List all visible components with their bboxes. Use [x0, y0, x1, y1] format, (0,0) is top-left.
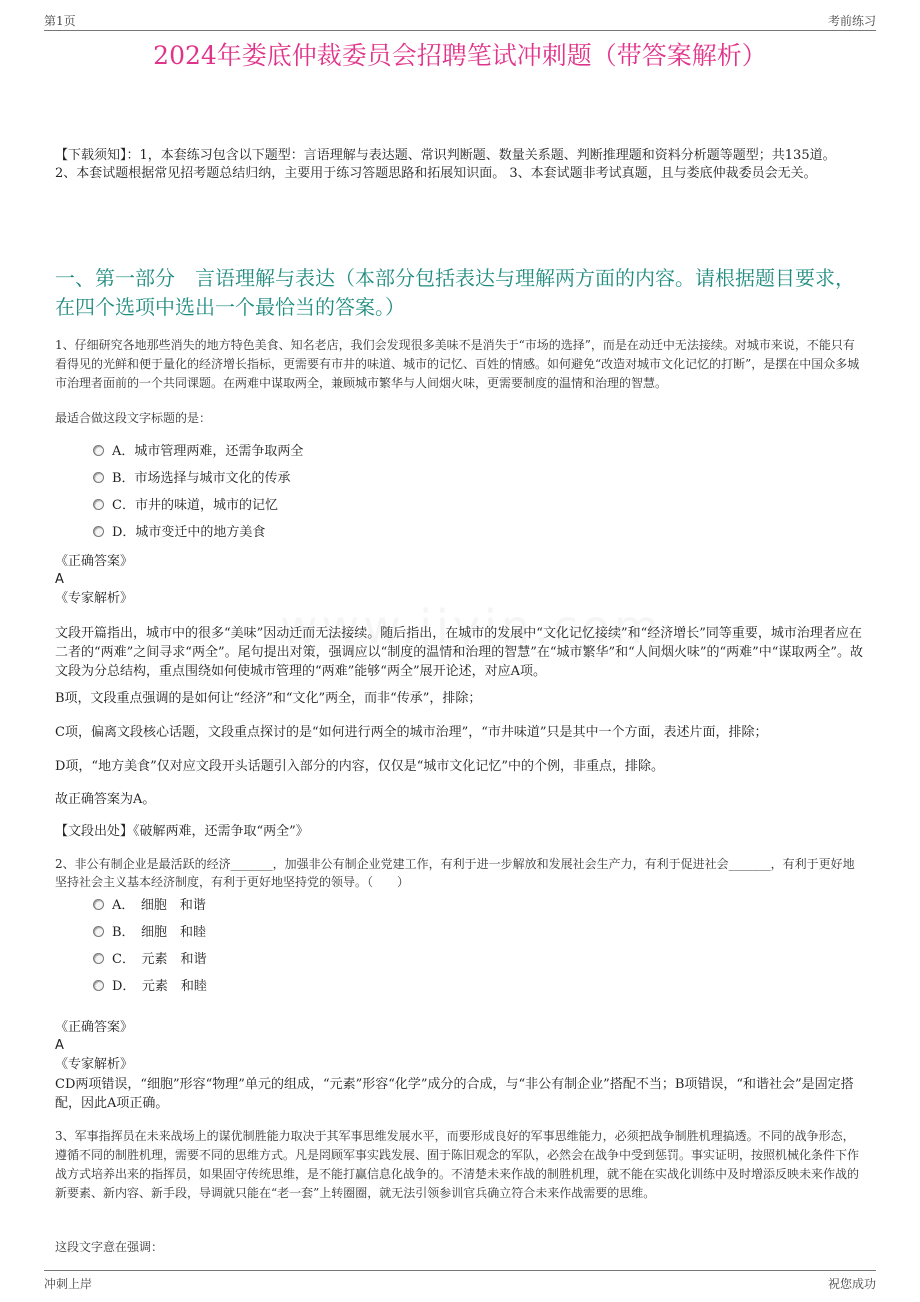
q1-explanation-d: D项，“地方美食”仅对应文段开头话题引入部分的内容，仅仅是“城市文化记忆”中的个例，非重点，排除。	[55, 759, 665, 774]
q2-option-c[interactable]: C． 元素 和谐	[93, 951, 206, 969]
header-label: 考前练习	[827, 14, 876, 28]
q2-correct-label: 《正确答案》	[55, 1020, 134, 1035]
radio-icon[interactable]	[93, 499, 104, 510]
q3-prompt: 这段文字意在强调：	[55, 1240, 164, 1254]
page-number: 第1页	[44, 14, 76, 28]
q1-correct-label: 《正确答案》	[55, 554, 134, 569]
q2-option-d[interactable]: D． 元素 和睦	[93, 978, 207, 996]
q1-option-d[interactable]: D．城市变迁中的地方美食	[93, 524, 265, 542]
radio-icon[interactable]	[93, 953, 104, 964]
document-title: 2024年娄底仲裁委员会招聘笔试冲刺题（带答案解析）	[153, 41, 767, 70]
q1-option-c[interactable]: C．市井的味道，城市的记忆	[93, 497, 278, 515]
q1-source: 【文段出处】《破解两难，还需争取“两全”》	[55, 824, 309, 839]
radio-icon[interactable]	[93, 445, 104, 456]
q1-option-a[interactable]: A．城市管理两难，还需争取两全	[93, 443, 303, 461]
page-footer	[44, 1270, 876, 1293]
radio-icon[interactable]	[93, 899, 104, 910]
radio-icon[interactable]	[93, 980, 104, 991]
q1-explanation-c: C项，偏离文段核心话题，文段重点探讨的是“如何进行两全的城市治理”，“市井味道”只是其中一个方面，表述片面，排除；	[55, 725, 768, 740]
q2-answer: A	[55, 1038, 64, 1053]
q2-stem: 2、非公有制企业是最活跃的经济_______，加强非公有制企业党建工作，有利于进一步解放和发展社会生产力，有利于促进社会_______，有利于更好地坚持社会主义基本经济制度，有利于更好地坚持党的领导。（ ）	[55, 857, 855, 889]
radio-icon[interactable]	[93, 526, 104, 537]
section-title: 一、第一部分 言语理解与表达（本部分包括表达与理解两方面的内容。请根据题目要求，在四个选项中选出一个最恰当的答案。）	[55, 266, 855, 319]
footer-left: 冲刺上岸	[44, 1277, 93, 1291]
q1-prompt: 最适合做这段文字标题的是：	[55, 411, 212, 425]
q1-expert-label: 《专家解析》	[55, 591, 134, 606]
q1-explanation-conclusion: 故正确答案为A。	[55, 792, 156, 807]
download-notice: 【下载须知】：1，本套练习包含以下题型：言语理解与表达题、常识判断题、数量关系题、判断推理题和资料分析题等题型；共135道。 2、本套试题根据常见招考题总结归纳，主要用于练习答题思路和拓展知识面。 3、本套试题非考试真题，且与娄底仲裁委员会无关。	[55, 148, 836, 181]
q2-option-b[interactable]: B． 细胞 和睦	[93, 924, 206, 942]
q2-explanation: CD两项错误，“细胞”形容“物理”单元的组成，“元素”形容“化学”成分的合成，与“非公有制企业”搭配不当；B项错误，“和谐社会”是固定搭配，因此A项正确。	[55, 1077, 854, 1111]
q1-explanation-b: B项，文段重点强调的是如何让“经济”和“文化”两全，而非“传承”，排除；	[55, 691, 482, 706]
footer-right: 祝您成功	[827, 1277, 876, 1291]
q1-stem: 1、仔细研究各地那些消失的地方特色美食、知名老店，我们会发现很多美味不是消失于“市场的选择”，而是在动迁中无法接续。对城市来说，不能只有看得见的光鲜和便于量化的经济增长指标，更需要有市井的味道、城市的记忆、百姓的情感。如何避免“改造对城市文化记忆的打断”，是摆在中国众多城市治理者面前的一个共同课题。在两难中谋取两全，兼顾城市繁华与人间烟火味，更需要制度的温情和治理的智慧。	[55, 338, 860, 390]
q2-expert-label: 《专家解析》	[55, 1057, 134, 1072]
radio-icon[interactable]	[93, 472, 104, 483]
page-header	[44, 10, 876, 31]
radio-icon[interactable]	[93, 926, 104, 937]
q1-option-b[interactable]: B．市场选择与城市文化的传承	[93, 470, 291, 488]
q1-answer: A	[55, 572, 64, 587]
q1-explanation-main: 文段开篇指出，城市中的很多“美味”因动迁而无法接续。随后指出，在城市的发展中“文化记忆接续”和“经济增长”同等重要，城市治理者应在二者的“两难”之间寻求“两全”。尾句提出对策，强调应以“制度的温情和治理的智慧”在“城市繁华”和“人间烟火味”的“两难”中“谋取两全”。故文段为分总结构，重点围绕如何使城市管理的“两难”能够“两全”展开论述，对应A项。	[55, 626, 864, 679]
q3-stem: 3、军事指挥员在未来战场上的谋优制胜能力取决于其军事思维发展水平，而要形成良好的军事思维能力，必须把战争制胜机理搞透。不同的战争形态，遵循不同的制胜机理，需要不同的思维方式。凡是罔顾军事实践发展、囿于陈旧观念的军队，必然会在战争中受到惩罚。事实证明，按照机械化条件下作战方式培养出来的指挥员，如果固守传统思维，是不能打赢信息化战争的。不清楚未来作战的制胜机理，就不能在实战化训练中及时增添反映未来作战的新要素、新内容、新手段，导调就只能在“老一套”上转圈圈，就无法引领参训官兵确立符合未来作战需要的思维。	[55, 1129, 860, 1200]
q2-option-a[interactable]: A． 细胞 和谐	[93, 897, 206, 915]
